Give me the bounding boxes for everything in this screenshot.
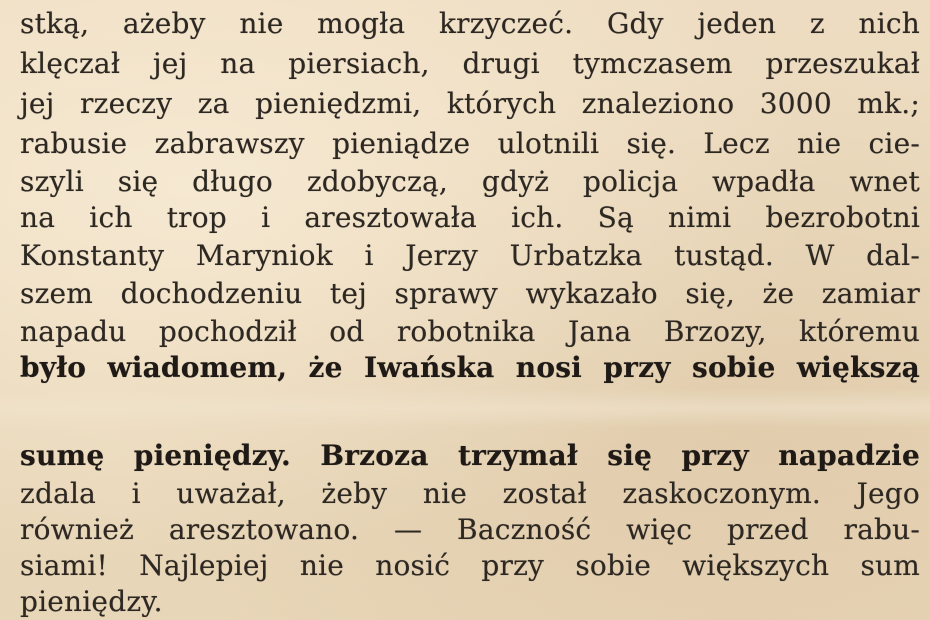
article-line-12: zdala i uważał, żeby nie został zaskoczonym. Jego	[20, 477, 920, 510]
article-line-15: pieniędzy.	[20, 585, 163, 618]
article-line-3: jej rzeczy za pieniędzmi, których znaleziono 3000 mk.;	[20, 87, 920, 120]
article-line-7: Konstanty Maryniok i Jerzy Urbatzka tustąd. W dal-	[20, 239, 920, 272]
article-line-11: sumę pieniędzy. Brzoza trzymał się przy napadzie	[20, 439, 920, 472]
article-line-10: było wiadomem, że Iwańska nosi przy sobie większą	[20, 351, 920, 384]
article-line-8: szem dochodzeniu tej sprawy wykazało się, że zamiar	[20, 277, 920, 310]
column-gap	[0, 388, 930, 428]
article-line-9: napadu pochodził od robotnika Jana Brzozy, któremu	[20, 315, 920, 348]
article-line-1: stką, ażeby nie mogła krzyczeć. Gdy jeden z nich	[20, 7, 920, 40]
article-line-5: szyli się długo zdobyczą, gdyż policja wpadła wnet	[20, 165, 920, 198]
article-line-6: na ich trop i aresztowała ich. Są nimi bezrobotni	[20, 201, 920, 234]
article-line-13: również aresztowano. — Baczność więc przed rabu-	[20, 513, 920, 546]
article-line-14: siami! Najlepiej nie nosić przy sobie większych sum	[20, 549, 920, 582]
article-line-4: rabusie zabrawszy pieniądze ulotnili się. Lecz nie cie-	[20, 127, 920, 160]
article-line-2: klęczał jej na piersiach, drugi tymczasem przeszukał	[20, 47, 920, 80]
